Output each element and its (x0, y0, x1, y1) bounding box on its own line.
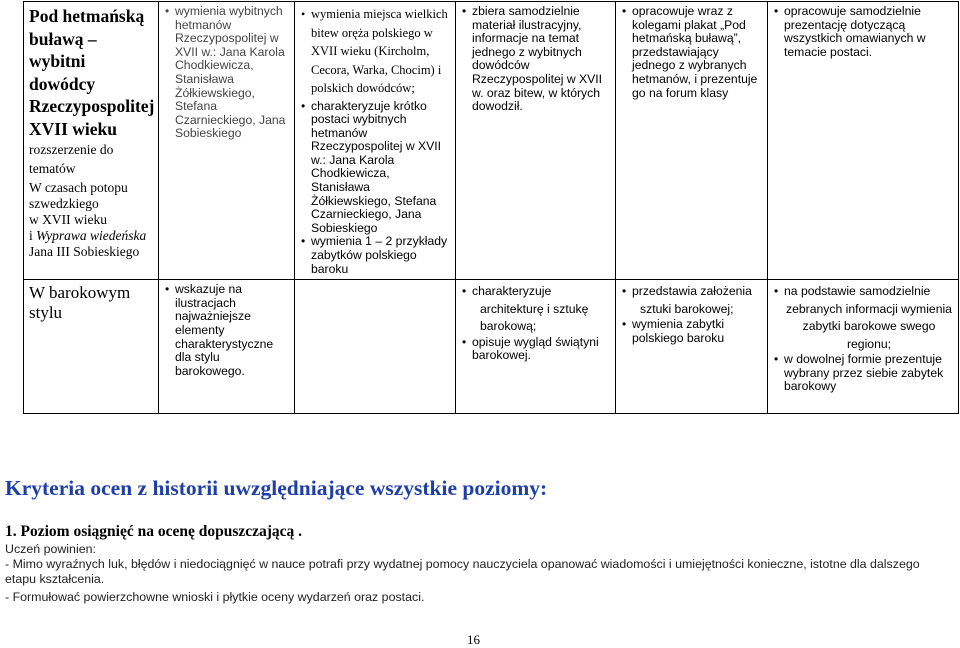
requirement-list (621, 283, 763, 345)
topic-cell (24, 2, 159, 280)
list-item: • wskazuje na ilustracjach najważniejsze elementy charakterystyczne dla stylu barokowego. (175, 283, 290, 378)
requirement-list (773, 5, 954, 59)
page-number: 16 (467, 632, 480, 647)
requirement-list (164, 5, 290, 141)
requirement-cell (159, 2, 295, 280)
requirement-cell (768, 280, 959, 414)
requirement-list (773, 283, 954, 394)
list-item: • wymienia 1 – 2 przykłady zabytków polskiego baroku (311, 235, 451, 276)
list-item: • charakteryzuje krótko postaci wybitnych hetmanów Rzeczypospolitej w XVII w.: Jana Karola Chodkiewicza, Stanisława Żółkiewskiego, Stefana Czarnieckiego, Jana Sobieskiego (311, 100, 451, 236)
list-item: • wymienia zabytki polskiego baroku (632, 318, 763, 345)
list-line: zebranych informacji wymienia (786, 301, 952, 316)
criteria-table (23, 1, 959, 414)
section-heading: Kryteria ocen z historii uwzględniające wszystkie poziomy: (5, 476, 548, 500)
list-item: • zbiera samodzielnie materiał ilustracyjny, informacje na temat jednego z wybitnych dowódców Rzeczypospolitej w XVII w. oraz bitew, w których dowodził. (472, 5, 611, 114)
requirement-cell (456, 280, 616, 414)
requirement-cell (159, 280, 295, 414)
requirement-list (300, 5, 451, 276)
requirement-cell (456, 2, 616, 280)
level-title: 1. Poziom osiągnięć na ocenę dopuszczającą . (5, 523, 303, 540)
requirement-cell (295, 2, 456, 280)
list-item (632, 283, 763, 318)
list-line: regionu; (846, 336, 892, 351)
list-line: na podstawie samodzielnie (784, 284, 931, 299)
list-line: barokową; (480, 319, 537, 334)
list-item: • opisuje wygląd świątyni barokowej. (472, 336, 611, 363)
list-item: • wymienia wybitnych hetmanów Rzeczypospolitej w XVII w.: Jana Karola Chodkiewicza, Stanisława Żółkiewskiego, Stefana Czarnieckiego, Jana Sobieskiego (175, 5, 290, 141)
list-item (784, 283, 954, 353)
requirement-cell (616, 2, 768, 280)
list-item (472, 283, 611, 336)
list-line: charakteryzuje (472, 284, 552, 299)
subtopic-italic: Wyprawa wiedeńska (36, 228, 147, 243)
requirement-cell (295, 280, 456, 414)
list-line: zabytki barokowe swego (802, 319, 936, 334)
paragraph: - Mimo wyraźnych luk, błędów i niedociągnięć w nauce potrafi przy wydatnej pomocy nauczyciela opanować wiadomości i umiejętności konieczne, istotne dla dalszego etapu kształcenia. (5, 557, 920, 586)
subtopic-line: Jana III Sobieskiego (29, 244, 140, 259)
topic-cell (24, 280, 159, 414)
requirement-list (461, 5, 611, 114)
list-line: architekturę i sztukę (480, 301, 589, 316)
table-row (24, 2, 959, 280)
requirement-list (164, 283, 290, 378)
subtopic-line: i (29, 228, 37, 243)
requirement-list (621, 5, 763, 100)
paragraph: Uczeń powinien: (5, 542, 96, 556)
requirement-list (461, 283, 611, 363)
paragraph: - Formułować powierzchowne wnioski i płytkie oceny wydarzeń oraz postaci. (5, 590, 425, 604)
list-item: • opracowuje samodzielnie prezentację dotyczącą wszystkich omawianych w temacie postaci. (784, 5, 954, 59)
list-line: sztuki barokowej; (640, 301, 734, 316)
requirement-cell (616, 280, 768, 414)
topic-title: W barokowym stylu (29, 283, 131, 323)
subtopic-line: w XVII wieku (29, 212, 107, 227)
requirement-cell (768, 2, 959, 280)
table-row (24, 280, 959, 414)
list-item: • w dowolnej formie prezentuje wybrany przez siebie zabytek barokowy (784, 353, 954, 394)
list-line: przedstawia założenia (632, 284, 752, 299)
topic-subtopics (29, 180, 154, 260)
topic-title: Pod hetmańską buławą – wybitni dowódcy Rzeczypospolitej XVII wieku (29, 6, 155, 139)
list-item: • opracowuje wraz z kolegami plakat „Pod hetmańską buławą”, przedstawiający jednego z wybranych hetmanów, i prezentuje go na forum klasy (632, 5, 763, 100)
subtopic-line: W czasach potopu szwedzkiego (29, 180, 128, 211)
topic-expand-note: rozszerzenie do tematów (29, 142, 114, 176)
list-item: • wymienia miejsca wielkich bitew oręża polskiego w XVII wieku (Kircholm, Cecora, Warka, Chocim) i polskich dowódców; (311, 5, 451, 98)
